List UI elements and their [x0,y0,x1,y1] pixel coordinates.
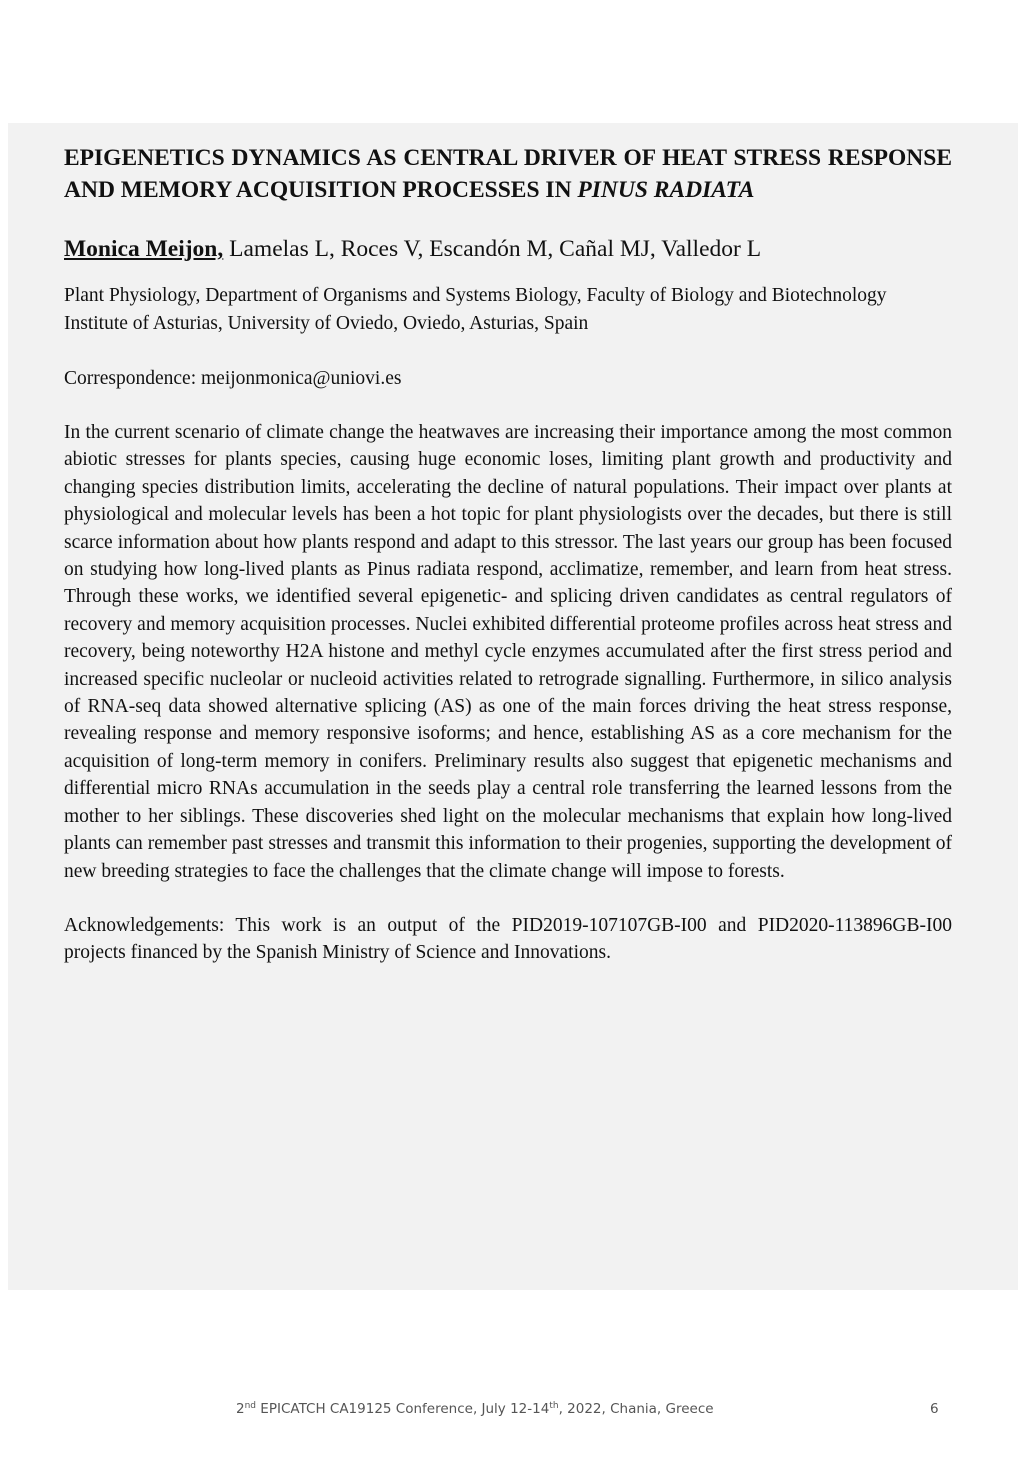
abstract-body: In the current scenario of climate change the heatwaves are increasing their importance among the most common abiotic stresses for plants species, causing huge economic loses, limiting plant growth and productivity and changing species distribution limits, accelerating the decline of natural populations. Their impact over plants at physiological and molecular levels has been a hot topic for plant physiologists over the decades, but there is still scarce information about how plants respond and adapt to this stressor. The last years our group has been focused on studying how long-lived plants as Pinus radiata respond, acclimatize, remember, and learn from heat stress. Through these works, we identified several epigenetic- and splicing driven candidates as central regulators of recovery and memory acquisition processes. Nuclei exhibited differential proteome profiles across heat stress and recovery, being noteworthy H2A histone and methyl cycle enzymes accumulated after the first stress period and increased specific nucleolar or nucleoid activities related to retrograde signalling. Furthermore, in silico analysis of RNA-seq data showed alternative splicing (AS) as one of the main forces driving the heat stress response, revealing response and memory responsive isoforms; and hence, establishing AS as a core mechanism for the acquisition of long-term memory in conifers. Preliminary results also suggest that epigenetic mechanisms and differential micro RNAs accumulation in the seeds play a central role transferring the learned lessons from the mother to her siblings. These discoveries shed light on the molecular mechanisms that explain how long-lived plants can remember past stresses and transmit this information to their progenies, supporting the development of new breeding strategies to face the challenges that the climate change will impose to forests. [64,422,952,882]
acknowledgements: Acknowledgements: This work is an output of the PID2019-107107GB-I00 and PID2020-113896GB-I00 projects financed by the Spanish Ministry of Science and Innovations. [64,914,952,964]
author-list [64,234,952,264]
title-species: PINUS RADIATA [577,177,755,203]
footer-ordinal: 2 [236,1401,245,1417]
footer-location: , 2022, Chania, Greece [558,1401,714,1417]
presenting-author: Monica Meijon, [64,236,224,262]
title-main: EPIGENETICS DYNAMICS AS CENTRAL DRIVER OF HEAT STRESS RESPONSE AND MEMORY ACQUISITION PROCESSES IN [64,145,952,203]
footer-date-suffix: th [549,1401,559,1411]
footer-conference: EPICATCH CA19125 Conference, July 12-14 [256,1401,550,1417]
conference-info [236,1401,714,1417]
abstract-content [64,142,952,967]
correspondence: Correspondence: meijonmonica@uniovi.es [64,368,402,389]
footer-ordinal-suffix: nd [244,1401,257,1411]
co-authors: Lamelas L, Roces V, Escandón M, Cañal MJ, Valledor L [223,236,762,262]
abstract-title [64,142,952,206]
affiliation: Plant Physiology, Department of Organisms and Systems Biology, Faculty of Biology and Biotechnology Institute of Asturias, University of Oviedo, Oviedo, Asturias, Spain [64,285,887,334]
page-number: 6 [930,1401,939,1417]
